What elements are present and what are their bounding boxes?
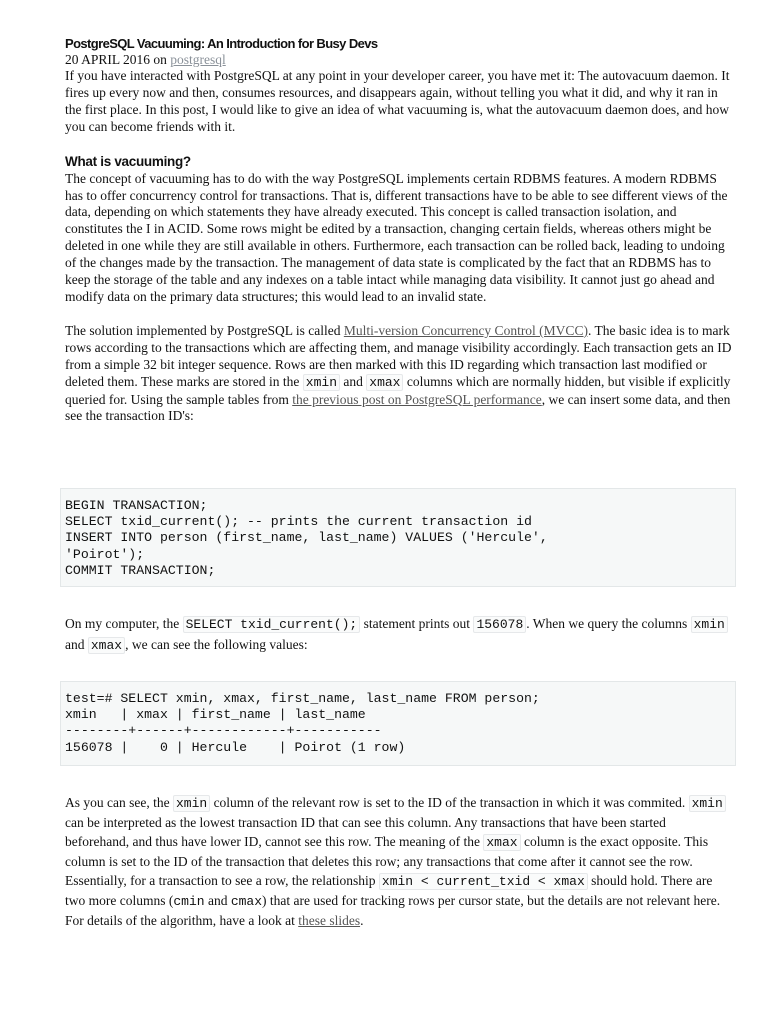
- code-xmin: xmin: [689, 795, 726, 812]
- tag-link[interactable]: postgresql: [170, 52, 226, 67]
- text-span: and: [340, 373, 367, 389]
- code-xmin: xmin: [173, 795, 210, 812]
- code-txid-value: 156078: [473, 616, 526, 633]
- text-span: and: [65, 637, 88, 652]
- text-span: statement prints out: [360, 616, 474, 631]
- paragraph-solution: [65, 323, 733, 425]
- article-date: 20 APRIL 2016: [65, 52, 151, 67]
- paragraph-concept: The concept of vacuuming has to do with the way PostgreSQL implements certain RDBMS features. A modern RDBMS has to offer concurrency control for transactions. That is, different transactions have to be able to see different views of the data, depending on which statements they have already executed. This concept is called transaction isolation, and constitutes the I in ACID. Some rows might be edited by a transaction, changing certain fields, whereas others might be deleted in one while they are still available in others. Furthermore, each transaction can be rolled back, leading to undoing of the changes made by the transaction. The management of data state is complicated by the fact that an RDBMS has to keep the storage of the table and any indexes on a table intact while managing data visibility. It cannot just go ahead and modify data on the primary data structures; this would lead to an invalid state.: [65, 170, 728, 304]
- text-span: column is the exact opposite. This column is set to the ID of the transaction that deletes this row; any transactions that come after it cannot see the row. Essentially, for a transaction to see a row, the relationship: [65, 834, 709, 888]
- code-xmax: xmax: [366, 374, 403, 391]
- article-meta: [65, 52, 733, 68]
- text-span: ) that are used for tracking rows per cursor state, but the details are not relevant here. For details of the algorithm, have a look at: [65, 893, 721, 928]
- paragraph-computer: [65, 614, 733, 656]
- slides-link[interactable]: these slides: [298, 913, 361, 928]
- on-word: on: [153, 52, 167, 67]
- code-xmax: xmax: [88, 637, 125, 654]
- text-span: As you can see, the: [65, 795, 173, 810]
- code-xmin: xmin: [303, 374, 340, 391]
- paragraph-explanation: [65, 793, 733, 930]
- text-span: can be interpreted as the lowest transaction ID that can see this column. Any transactions that have been started beforehand, and thus have lower ID, cannot see this row. The meaning of the: [65, 815, 666, 849]
- text-span: and: [204, 893, 231, 908]
- text-span: , we can see the following values:: [125, 637, 308, 652]
- text-span: should hold. There are two more columns (: [65, 873, 713, 908]
- code-select-txid: SELECT txid_current();: [183, 616, 361, 633]
- code-block-transaction: BEGIN TRANSACTION; SELECT txid_current(); -- prints the current transaction id INSERT INTO person (first_name, last_name) VALUES ('Hercule', 'Poirot'); COMMIT TRANSACTION;: [60, 488, 736, 587]
- code-cmin: cmin: [173, 894, 205, 909]
- section-heading: What is vacuuming?: [65, 153, 191, 169]
- text-span: .: [360, 913, 364, 928]
- code-xmax: xmax: [483, 834, 520, 851]
- text-span: On my computer, the: [65, 616, 183, 631]
- text-span: , we can insert some data, and then see the transaction ID's:: [65, 391, 731, 424]
- previous-post-link[interactable]: the previous post on PostgreSQL performance: [292, 391, 542, 407]
- article: [65, 36, 733, 425]
- intro-paragraph: If you have interacted with PostgreSQL at any point in your developer career, you have met it: The autovacuum daemon. It fires up every now and then, consumes resources, and disappears again, without telling you what it did, and why it ran in the first place. In this post, I would like to give an idea of what vacuuming is, what the autovacuum daemon does, and how you can become friends with it.: [65, 68, 730, 134]
- text-span: The solution implemented by PostgreSQL is called: [65, 322, 344, 338]
- mvcc-link[interactable]: Multi-version Concurrency Control (MVCC): [343, 322, 588, 338]
- code-block-query-result: test=# SELECT xmin, xmax, first_name, last_name FROM person; xmin | xmax | first_name | last_name --------+------+------------+----------- 156078 | 0 | Hercule | Poirot (1 row): [60, 681, 736, 766]
- code-cmax: cmax: [230, 894, 263, 909]
- code-relationship: xmin < current_txid < xmax: [379, 873, 588, 890]
- code-xmin: xmin: [691, 616, 728, 633]
- text-span: . When we query the columns: [526, 616, 691, 631]
- text-span: column of the relevant row is set to the ID of the transaction in which it was commited.: [210, 795, 689, 810]
- article-title: PostgreSQL Vacuuming: An Introduction for Busy Devs: [65, 36, 378, 51]
- text-span: . The basic idea is to mark rows according to the transactions which are affecting them, and manage visibility accordingly. Each transaction gets an ID from a simple 32 bit integer sequence. Rows are then marked with this ID regarding which transaction last modified or deleted them. These marks are stored in the: [65, 322, 732, 389]
- text-span: columns which are normally hidden, but visible if explicitly queried for. Using the sample tables from: [65, 373, 731, 407]
